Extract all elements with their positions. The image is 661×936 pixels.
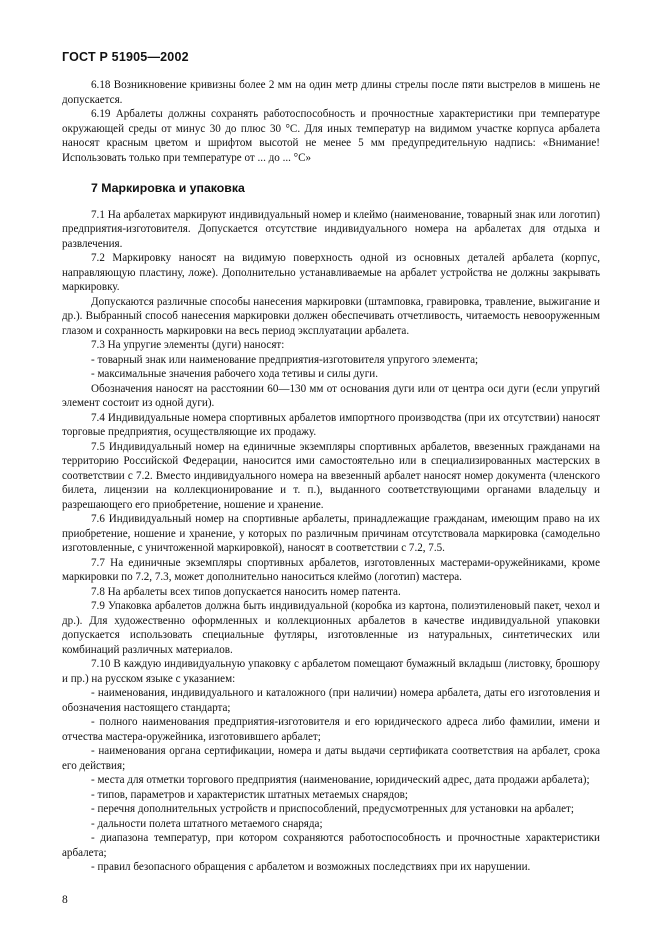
list-item: - товарный знак или наименование предприятия-изготовителя упругого элемента; <box>91 353 479 366</box>
list-item: - типов, параметров и характеристик штатных метаемых снарядов; <box>91 788 409 801</box>
paragraph-7-8: 7.8 На арбалеты всех типов допускается наносить номер патента. <box>91 585 401 598</box>
paragraph-7-7: 7.7 На единичные экземпляры спортивных арбалетов, изготовленных мастерами-оружейниками, кроме маркировки по 7.2, 7.3, может дополнительно наноситься клеймо (логотип) мастера. <box>62 556 600 583</box>
paragraph-7-3: 7.3 На упругие элементы (дуги) наносят: <box>91 339 285 351</box>
list-item: - наименования, индивидуального и каталожного (при наличии) номера арбалета, даты его изготовления и обозначения настоящего стандарта; <box>62 687 600 714</box>
list-item: - максимальные значения рабочего хода тетивы и силы дуги. <box>91 368 378 380</box>
paragraph-6-18: 6.18 Возникновение кривизны более 2 мм на один метр длины стрелы после пяти выстрелов в мишень не допускается. <box>62 79 600 106</box>
list-item: - полного наименования предприятия-изготовителя и его юридического адреса либо фамилии, имени и отчества мастера-оружейника, изготовившего арбалет; <box>62 716 600 743</box>
paragraph-7-2-methods: Допускаются различные способы нанесения маркировки (штамповка, гравировка, травление, выжигание и др.). Выбранный способ нанесения маркировки должен обеспечивать отчетливость, читаемость невооруженным глазом и сохранность маркировки на весь период эксплуатации арбалета. <box>62 295 600 337</box>
paragraph-7-4: 7.4 Индивидуальные номера спортивных арбалетов импортного производства (при их отсутствии) наносят торговые предприятия, осуществляющие их продажу. <box>62 411 600 438</box>
paragraph-7-5: 7.5 Индивидуальный номер на единичные экземпляры спортивных арбалетов, ввезенных гражданами на территорию Российской Федерации, наносится ими самостоятельно или в специализированных мастерских в соответствии с 7.2. Вместо индивидуального номера на ввезенный арбалет наносят номер документа (членского билета, лицензии на коллекционирование и т. п.), выданного соответствующими органами владельцу и разрешающего его приобретение, ношение и хранение. <box>62 440 600 511</box>
paragraph-7-9: 7.9 Упаковка арбалетов должна быть индивидуальной (коробка из картона, полиэтиленовый пакет, чехол и др.). Для художественно оформленных и коллекционных арбалетов в качестве индивидуальной упаковки допускается использовать специальные футляры, изготовленные из натуральных, синтетических или комбинаций различных материалов. <box>62 600 600 656</box>
paragraph-7-3-note: Обозначения наносят на расстоянии 60—130 мм от основания дуги или от центра оси дуги (если упругий элемент состоит из одной дуги). <box>62 382 600 409</box>
paragraph-7-10: 7.10 В каждую индивидуальную упаковку с арбалетом помещают бумажный вкладыш (листовку, брошюру и пр.) на русском языке с указанием: <box>62 658 600 685</box>
standard-number-header: ГОСТ Р 51905—2002 <box>62 50 189 64</box>
list-item: - дальности полета штатного метаемого снаряда; <box>91 817 323 830</box>
paragraph-7-2: 7.2 Маркировку наносят на видимую поверхность одной из основных деталей арбалета (корпус, направляющую пластину, ложе). Дополнительно устанавливаемые на арбалет устройства не должны закрывать маркировку. <box>62 252 600 293</box>
list-item: - перечня дополнительных устройств и приспособлений, предусмотренных для установки на арбалет; <box>91 803 574 815</box>
section-heading: 7 Маркировка и упаковка <box>91 181 245 195</box>
list-item: - места для отметки торгового предприятия (наименование, юридический адрес, дата продажи арбалета); <box>91 774 590 786</box>
paragraph-7-1: 7.1 На арбалетах маркируют индивидуальный номер и клеймо (наименование, товарный знак или логотип) предприятия-изготовителя. Допускается отсутствие индивидуального номера на арбалетах для отдыха и развлечения. <box>62 208 600 250</box>
page-number: 8 <box>62 894 68 906</box>
paragraph-6-19: 6.19 Арбалеты должны сохранять работоспособность и прочностные характеристики при температуре окружающей среды от минус 30 до плюс 30 °С. Для иных температур на видимом участке корпуса арбалета наносят красным цветом и шрифтом высотой не менее 5 мм предупредительную надпись: «Внимание! Использовать только при температуре от ... до ... °С» <box>62 108 600 164</box>
list-item: - правил безопасного обращения с арбалетом и возможных последствиях при их нарушении. <box>91 861 531 873</box>
paragraph-7-6: 7.6 Индивидуальный номер на спортивные арбалеты, принадлежащие гражданам, имеющим право на их приобретение, ношение и хранение, у которых по различным причинам отсутствовала маркировка (самодельно изготовленные, с уничтоженной маркировкой), наносят в соответствии с 7.2, 7.5. <box>62 513 600 554</box>
list-item: - наименования органа сертификации, номера и даты выдачи сертификата соответствия на арбалет, срока его действия; <box>62 745 600 772</box>
list-item: - диапазона температур, при котором сохраняются работоспособность и прочностные характеристики арбалета; <box>62 832 600 859</box>
page-content <box>62 78 600 875</box>
